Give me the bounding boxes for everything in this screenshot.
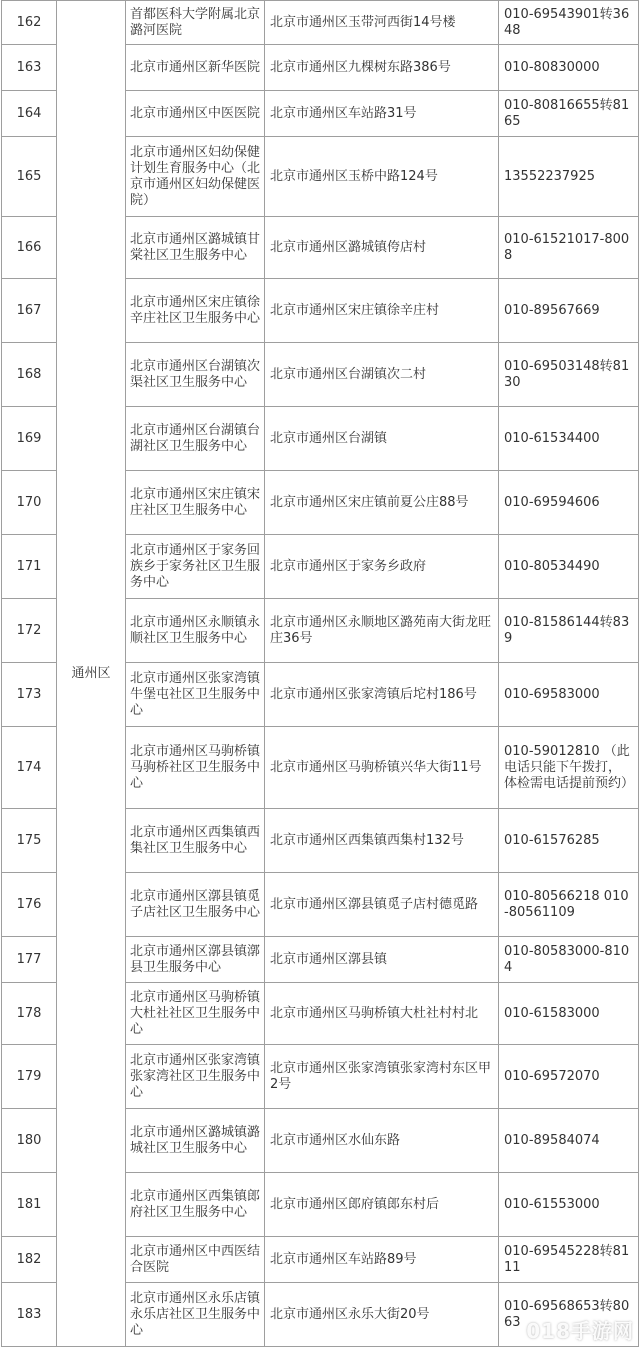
row-number: 177: [2, 937, 57, 983]
row-number: 179: [2, 1045, 57, 1109]
hospital-address: 北京市通州区潞城镇侉店村: [265, 217, 499, 279]
row-number: 163: [2, 45, 57, 91]
hospital-phone: 010-61576285: [499, 809, 639, 873]
hospital-name: 北京市通州区永顺镇永顺社区卫生服务中心: [126, 599, 265, 663]
hospital-address: 北京市通州区宋庄镇徐辛庄村: [265, 279, 499, 343]
table-row: [2, 1, 639, 45]
hospital-name: 北京市通州区西集镇西集社区卫生服务中心: [126, 809, 265, 873]
hospital-phone: 010-69572070: [499, 1045, 639, 1109]
hospital-address: 北京市通州区西集镇西集村132号: [265, 809, 499, 873]
hospital-name: 北京市通州区宋庄镇宋庄社区卫生服务中心: [126, 471, 265, 535]
hospital-address: 北京市通州区于家务乡政府: [265, 535, 499, 599]
row-number: 183: [2, 1283, 57, 1347]
hospital-name: 北京市通州区漷县镇觅子店社区卫生服务中心: [126, 873, 265, 937]
hospital-address: 北京市通州区车站路89号: [265, 1237, 499, 1283]
hospital-address: 北京市通州区张家湾镇张家湾村东区甲2号: [265, 1045, 499, 1109]
hospital-name: 北京市通州区漷县镇漷县卫生服务中心: [126, 937, 265, 983]
hospital-phone: 010-69594606: [499, 471, 639, 535]
hospital-phone: 010-80566218 010-80561109: [499, 873, 639, 937]
row-number: 164: [2, 91, 57, 137]
hospital-phone: 010-69568653转8063: [499, 1283, 639, 1347]
hospital-address: 北京市通州区九棵树东路386号: [265, 45, 499, 91]
hospital-phone: 010-61553000: [499, 1173, 639, 1237]
row-number: 166: [2, 217, 57, 279]
row-number: 170: [2, 471, 57, 535]
hospital-address: 北京市通州区永顺地区潞苑南大街龙旺庄36号: [265, 599, 499, 663]
hospital-name: 北京市通州区新华医院: [126, 45, 265, 91]
hospital-phone: 13552237925: [499, 137, 639, 217]
row-number: 162: [2, 1, 57, 45]
table-body: [2, 1, 639, 1347]
row-number: 176: [2, 873, 57, 937]
hospital-phone: 010-81586144转839: [499, 599, 639, 663]
hospital-address: 北京市通州区玉带河西街14号楼: [265, 1, 499, 45]
hospital-name: 北京市通州区中西医结合医院: [126, 1237, 265, 1283]
hospital-name: 北京市通州区西集镇郎府社区卫生服务中心: [126, 1173, 265, 1237]
watermark-logo: 018手游网: [526, 1319, 634, 1343]
hospital-address: 北京市通州区漷县镇: [265, 937, 499, 983]
row-number: 178: [2, 983, 57, 1045]
row-number: 167: [2, 279, 57, 343]
hospital-name: 北京市通州区台湖镇台湖社区卫生服务中心: [126, 407, 265, 471]
hospital-name: 北京市通州区台湖镇次渠社区卫生服务中心: [126, 343, 265, 407]
hospital-address: 北京市通州区张家湾镇后坨村186号: [265, 663, 499, 727]
hospital-phone: 010-59012810 （此电话只能下午拨打，体检需电话提前预约）: [499, 727, 639, 809]
hospital-address: 北京市通州区马驹桥镇兴华大街11号: [265, 727, 499, 809]
row-number: 169: [2, 407, 57, 471]
hospital-name: 北京市通州区张家湾镇张家湾社区卫生服务中心: [126, 1045, 265, 1109]
hospital-phone: 010-69583000: [499, 663, 639, 727]
hospital-name: 首都医科大学附属北京潞河医院: [126, 1, 265, 45]
hospital-address: 北京市通州区郎府镇郎东村后: [265, 1173, 499, 1237]
hospital-phone: 010-80583000-8104: [499, 937, 639, 983]
hospital-phone: 010-80816655转8165: [499, 91, 639, 137]
hospital-name: 北京市通州区中医医院: [126, 91, 265, 137]
hospital-address: 北京市通州区水仙东路: [265, 1109, 499, 1173]
district-cell: 通州区: [57, 1, 126, 1347]
hospital-name: 北京市通州区张家湾镇牛堡屯社区卫生服务中心: [126, 663, 265, 727]
hospital-phone: 010-61521017-8008: [499, 217, 639, 279]
hospital-name: 北京市通州区潞城镇甘棠社区卫生服务中心: [126, 217, 265, 279]
row-number: 171: [2, 535, 57, 599]
row-number: 173: [2, 663, 57, 727]
hospital-address: 北京市通州区马驹桥镇大杜社村村北: [265, 983, 499, 1045]
hospital-address: 北京市通州区玉桥中路124号: [265, 137, 499, 217]
hospital-phone: 010-80534490: [499, 535, 639, 599]
hospital-address: 北京市通州区宋庄镇前夏公庄88号: [265, 471, 499, 535]
hospital-address: 北京市通州区永乐大街20号: [265, 1283, 499, 1347]
row-number: 181: [2, 1173, 57, 1237]
hospital-phone: 010-69543901转3648: [499, 1, 639, 45]
hospital-table: [1, 0, 639, 1347]
hospital-address: 北京市通州区台湖镇次二村: [265, 343, 499, 407]
hospital-phone: 010-80830000: [499, 45, 639, 91]
hospital-name: 北京市通州区马驹桥镇马驹桥社区卫生服务中心: [126, 727, 265, 809]
hospital-address: 北京市通州区台湖镇: [265, 407, 499, 471]
hospital-phone: 010-61534400: [499, 407, 639, 471]
row-number: 165: [2, 137, 57, 217]
hospital-name: 北京市通州区永乐店镇永乐店社区卫生服务中心: [126, 1283, 265, 1347]
hospital-name: 北京市通州区于家务回族乡于家务社区卫生服务中心: [126, 535, 265, 599]
hospital-name: 北京市通州区妇幼保健计划生育服务中心（北京市通州区妇幼保健医院）: [126, 137, 265, 217]
row-number: 172: [2, 599, 57, 663]
row-number: 168: [2, 343, 57, 407]
hospital-phone: 010-69545228转8111: [499, 1237, 639, 1283]
row-number: 182: [2, 1237, 57, 1283]
hospital-phone: 010-89584074: [499, 1109, 639, 1173]
hospital-address: 北京市通州区漷县镇觅子店村德觅路: [265, 873, 499, 937]
row-number: 180: [2, 1109, 57, 1173]
hospital-address: 北京市通州区车站路31号: [265, 91, 499, 137]
hospital-name: 北京市通州区宋庄镇徐辛庄社区卫生服务中心: [126, 279, 265, 343]
hospital-name: 北京市通州区马驹桥镇大杜社社区卫生服务中心: [126, 983, 265, 1045]
hospital-phone: 010-89567669: [499, 279, 639, 343]
hospital-name: 北京市通州区潞城镇潞城社区卫生服务中心: [126, 1109, 265, 1173]
row-number: 175: [2, 809, 57, 873]
hospital-phone: 010-61583000: [499, 983, 639, 1045]
row-number: 174: [2, 727, 57, 809]
hospital-phone: 010-69503148转8130: [499, 343, 639, 407]
